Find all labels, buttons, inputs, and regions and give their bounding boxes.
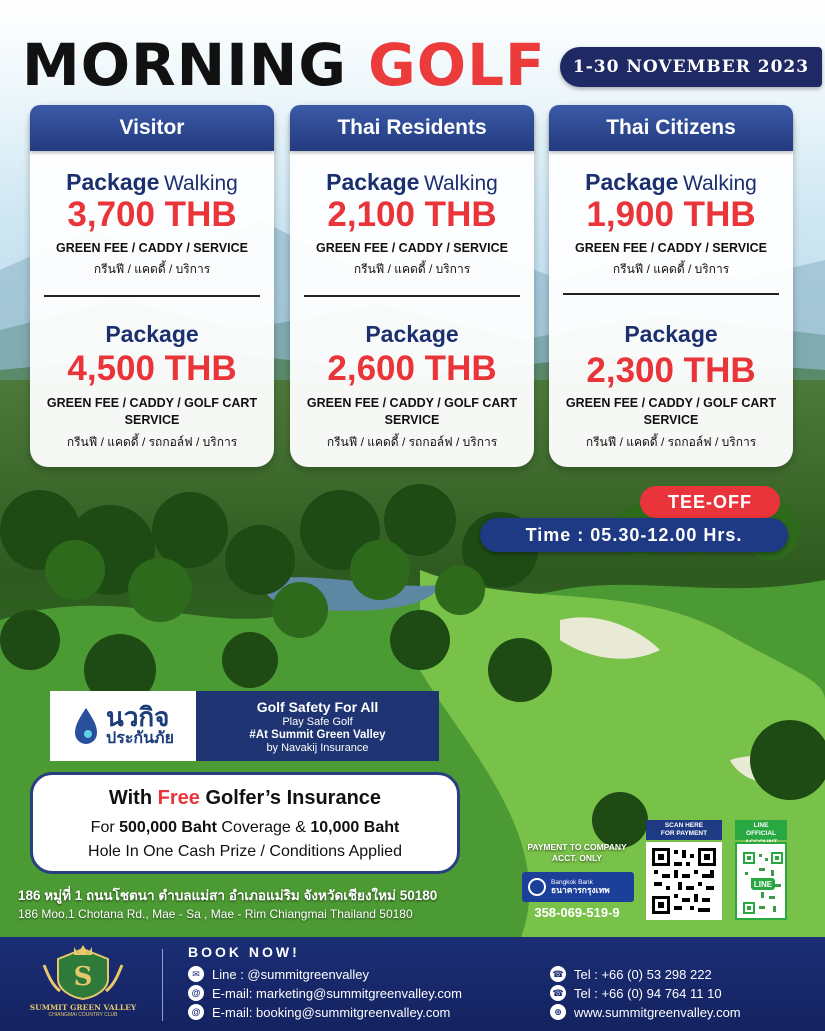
club-crest-icon [38,945,128,1001]
insurance-logo-text [106,701,174,748]
divider [44,295,260,297]
footer-divider [162,949,163,1021]
title-golf: GOLF [368,31,546,99]
club-logo [18,945,148,1029]
contact-email1-text: E-mail: marketing@summitgreenvalley.com [212,985,462,1001]
package-card-visitor [30,105,274,467]
cart-price: 2,300 THB [586,351,756,390]
contact-email-booking[interactable] [188,1004,450,1020]
cart-includes-thai: กรีนฟี / แคดดี้ / รถกอล์ฟ / บริการ [585,435,757,449]
bank-name-en: Bangkok Bank [551,878,593,886]
contact-line-text: Line : @summitgreenvalley [212,966,369,982]
line-qr-tag-line1: LINE [753,822,769,829]
walking-includes-thai: กรีนฟี / แคดดี้ / บริการ [353,262,471,276]
cart-includes-service: SERVICE [384,413,440,427]
cart-price: 2,600 THB [327,349,497,388]
cart-price: 4,500 THB [67,349,237,388]
contact-tel2-text: Tel : +66 (0) 94 764 11 10 [574,985,722,1001]
bank-name [551,879,610,895]
club-subtitle: CHIANGMAI COUNTRY CLUB [48,1012,118,1018]
walking-includes-thai: กรีนฟี / แคดดี้ / บริการ [93,262,211,276]
package-label: Package [585,169,679,195]
cart-package-label: Package [105,321,199,347]
cart-includes: GREEN FEE / CADDY / GOLF CART [306,396,518,410]
package-card-thai-citizens [549,105,793,467]
phone-icon: ☎ [550,985,566,1001]
insurance-heading: Golf Safety For All [256,698,379,715]
line-qr-center-text: LINE [753,880,773,889]
insurance-logo-line1: นวกิจ [106,701,170,732]
payment-label-line1: PAYMENT TO COMPANY [527,842,627,852]
cart-includes-thai: กรีนฟี / แคดดี้ / รถกอล์ฟ / บริการ [326,435,498,449]
contact-line[interactable] [188,966,369,982]
card-header: Thai Residents [290,105,534,151]
cart-package-label: Package [624,321,718,347]
coverage-for: For [90,819,115,836]
bank-name-th: ธนาคารกรุงเทพ [551,884,610,895]
qr-code-icon [650,846,718,916]
cart-package-label: Package [365,321,459,347]
divider [563,293,779,295]
insurance-line2: #At Summit Green Valley [249,728,386,741]
payment-label-line2: ACCT. ONLY [551,853,603,864]
walking-label: Walking [423,172,498,195]
divider [304,295,520,297]
line-qr-tag [735,820,787,840]
payment-label [518,842,636,865]
coverage-amount: 500,000 Baht [119,819,217,836]
insurance-line1: Play Safe Golf [282,715,353,728]
walking-includes-thai: กรีนฟี / แคดดี้ / บริการ [612,262,730,276]
cart-includes: GREEN FEE / CADDY / GOLF CART [565,396,777,410]
free-insurance-box [30,772,460,874]
book-now-heading: BOOK NOW! [188,944,300,960]
free-insurance-heading [33,787,457,810]
email-icon: @ [188,985,204,1001]
club-name: SUMMIT GREEN VALLEY [29,1003,137,1012]
line-qr-code-icon [741,848,785,918]
package-label: Package [326,169,420,195]
contact-email2-text: E-mail: booking@summitgreenvalley.com [212,1004,451,1020]
payment-qr-code[interactable] [646,842,722,920]
insurance-logo [50,691,196,761]
bank-logo [522,872,634,902]
tee-off-badge: TEE-OFF [640,486,780,518]
coverage-text: Coverage & [221,819,306,836]
free-suffix: Golfer’s Insurance [205,787,382,809]
phone-icon: ☎ [550,966,566,982]
package-card-thai-residents [290,105,534,467]
address-english: 186 Moo.1 Chotana Rd., Mae - Sa , Mae - Rim Chiangmai Thailand 50180 [18,907,413,921]
tee-off-time: Time : 05.30-12.00 Hrs. [480,518,788,552]
account-number: 358-069-519-9 [534,905,620,920]
page-title [22,30,546,100]
insurance-logo-line2: ประกันภัย [106,730,174,748]
walking-includes: GREEN FEE / CADDY / SERVICE [575,241,767,255]
conditions-line: Hole In One Cash Prize / Conditions Applied [88,843,402,860]
drop-logo-icon [72,706,100,746]
cart-includes-thai: กรีนฟี / แคดดี้ / รถกอล์ฟ / บริการ [66,435,238,449]
walking-includes: GREEN FEE / CADDY / SERVICE [316,241,508,255]
contact-tel-1[interactable] [550,966,712,982]
walking-package-label [549,169,793,196]
chat-icon: ✉ [188,966,204,982]
insurance-info-panel [196,691,439,761]
bangkok-bank-icon [528,878,546,896]
insurance-line3: by Navakij Insurance [266,741,369,754]
walking-includes: GREEN FEE / CADDY / SERVICE [56,241,248,255]
payment-qr-tag [646,820,722,840]
walking-label: Walking [682,172,757,195]
contact-tel-2[interactable] [550,985,722,1001]
payment-qr-tag-line1: SCAN HERE [664,822,704,829]
contact-tel1-text: Tel : +66 (0) 53 298 222 [574,966,712,982]
contact-website-text: www.summitgreenvalley.com [574,1004,741,1020]
svg-text:S: S [73,962,93,992]
address-thai: 186 หมู่ที่ 1 ถนนโชตนา ตำบลแม่สา อำเภอแม่ริม จังหวัดเชียงใหม่ 50180 [18,888,438,903]
contact-website[interactable] [550,1004,741,1020]
prize-amount: 10,000 Baht [310,819,400,836]
line-qr-code[interactable] [735,842,787,920]
title-morning: MORNING [22,31,347,99]
card-header: Visitor [30,105,274,151]
cart-includes-service: SERVICE [643,413,699,427]
card-header: Thai Citizens [549,105,793,151]
walking-package-label [290,169,534,196]
walking-label: Walking [163,172,238,195]
cart-includes-service: SERVICE [124,413,180,427]
walking-price: 1,900 THB [586,195,756,234]
free-highlight: Free [157,787,200,809]
line-qr-tag-line2: OFFICIAL [746,830,776,838]
walking-package-label [30,169,274,196]
cart-includes: GREEN FEE / CADDY / GOLF CART [46,396,258,410]
package-label: Package [66,169,160,195]
walking-price: 2,100 THB [327,195,497,234]
coverage-line [33,819,457,837]
globe-icon: ⊕ [550,1004,566,1020]
walking-price: 3,700 THB [67,195,237,234]
date-range-badge: 1-30 NOVEMBER 2023 [560,47,822,87]
payment-qr-tag-line2: FOR PAYMENT [660,830,708,838]
free-prefix: With [108,787,153,809]
contact-email-marketing[interactable] [188,985,462,1001]
email-icon: @ [188,1004,204,1020]
